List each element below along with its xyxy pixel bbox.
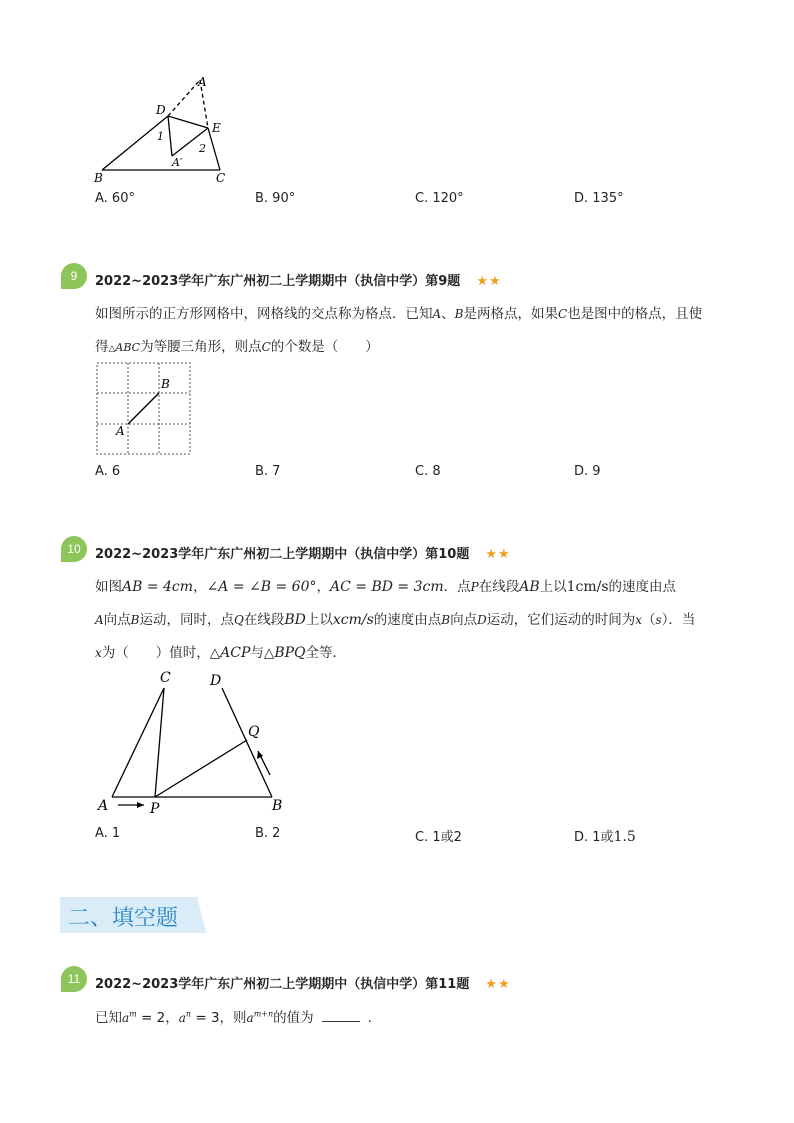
question-number-badge: 9 (61, 263, 87, 289)
q10-label-d: D (210, 673, 222, 689)
q10-text-line-1: 如图AB = 4cm，∠A = ∠B = 60°，AC = BD = 3cm．点P在线段AB上以1cm/s的速度由点 (95, 579, 677, 595)
question-header (95, 270, 502, 289)
q8-label-b: B (94, 171, 103, 185)
question-source: 2022~2023学年广东广州初二上学期期中（执信中学）第10题 (95, 547, 470, 562)
q10-label-a: A (98, 798, 109, 814)
q8-label-c: C (216, 171, 226, 185)
question-header (95, 973, 511, 992)
q8-label-e: E (212, 121, 221, 135)
q10-option-b[interactable]: B. 2 (255, 826, 281, 841)
q8-label-d: D (156, 103, 166, 117)
q10-option-a[interactable]: A. 1 (95, 826, 121, 841)
q10-text-line-3: x为（ ）值时，△ACP与△BPQ全等． (95, 645, 346, 661)
q10-figure (92, 668, 292, 818)
q10-label-c: C (160, 670, 171, 686)
q8-figure (88, 70, 248, 190)
difficulty-stars: ★★ (485, 977, 511, 992)
q9-label-a: A (116, 424, 125, 438)
q8-option-d[interactable]: D. 135° (574, 191, 624, 206)
q9-text-line-1: 如图所示的正方形网格中，网格线的交点称为格点．已知A、B是两格点，如果C也是图中的格点，且使 (95, 306, 703, 322)
answer-blank[interactable] (322, 1009, 360, 1022)
q9-label-b: B (161, 377, 170, 391)
difficulty-stars: ★★ (485, 547, 511, 562)
question-source: 2022~2023学年广东广州初二上学期期中（执信中学）第9题 (95, 274, 461, 289)
q10-label-q: Q (248, 724, 260, 740)
q10-option-d[interactable]: D. 1或1.5 (574, 829, 636, 845)
q10-label-b: B (272, 798, 283, 814)
q10-label-p: P (150, 801, 160, 817)
q9-option-d[interactable]: D. 9 (574, 464, 601, 479)
question-number-badge: 10 (61, 536, 87, 562)
q9-grid-figure (94, 360, 194, 458)
q9-option-b[interactable]: B. 7 (255, 464, 281, 479)
q8-label-a: A (198, 75, 207, 89)
q8-option-b[interactable]: B. 90° (255, 191, 296, 206)
q8-option-c[interactable]: C. 120° (415, 191, 464, 206)
q10-option-c[interactable]: C. 1或2 (415, 830, 462, 845)
q9-text-line-2: 得△ABC为等腰三角形，则点C的个数是（ ） (95, 339, 379, 355)
q9-option-c[interactable]: C. 8 (415, 464, 441, 479)
q9-option-a[interactable]: A. 6 (95, 464, 121, 479)
q8-label-a-prime: A′ (172, 156, 183, 169)
difficulty-stars: ★★ (476, 274, 502, 289)
q11-text: 已知$a^m = 2$，$a^n = 3$，则$a^{m+n}$的值为 . (95, 1009, 372, 1026)
question-header (95, 543, 511, 562)
q8-label-angle-1: 1 (157, 130, 164, 143)
question-source: 2022~2023学年广东广州初二上学期期中（执信中学）第11题 (95, 977, 470, 992)
question-number-badge: 11 (61, 966, 87, 992)
section-title: 二、填空题 (68, 906, 179, 931)
q10-text-line-2: A向点B运动，同时，点Q在线段BD上以xcm/s的速度由点B向点D运动，它们运动的时间为x（s）．当 (95, 612, 696, 628)
q8-option-a[interactable]: A. 60° (95, 191, 135, 206)
q8-label-angle-2: 2 (199, 142, 206, 155)
